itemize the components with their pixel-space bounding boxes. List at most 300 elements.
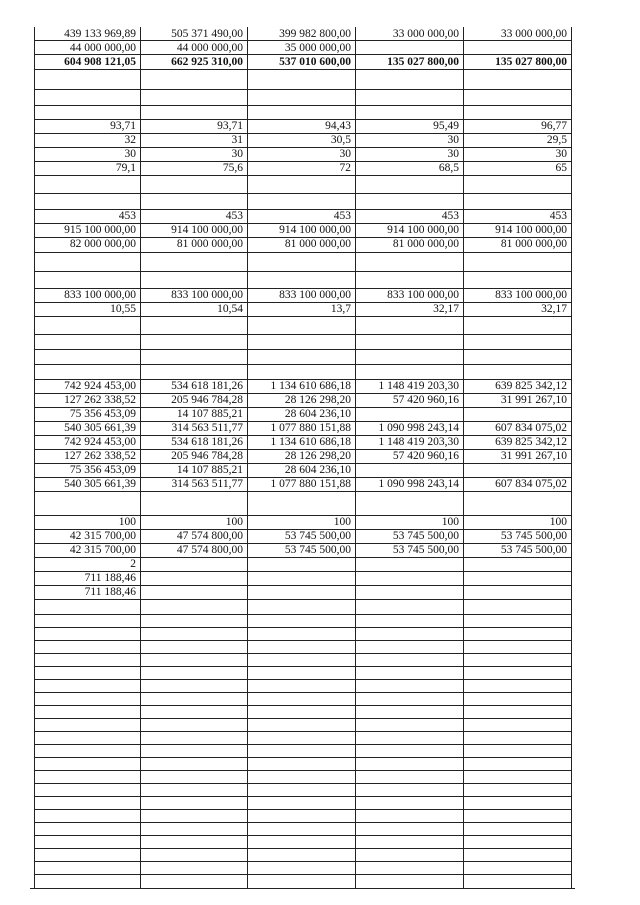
cell-value: 53 745 500,00: [284, 544, 351, 556]
table-cell: [464, 393, 572, 407]
table-cell: [141, 334, 248, 349]
table-cell: [464, 316, 572, 334]
table-cell: [141, 119, 248, 133]
table-cell: [248, 133, 356, 147]
table-cell: [356, 731, 464, 744]
table-cell: [464, 515, 572, 529]
table-cell: [141, 237, 248, 252]
table-cell: [141, 861, 248, 874]
table-cell: [34, 70, 141, 89]
table-cell: [34, 666, 141, 679]
table-cell: [356, 147, 464, 161]
table-cell: [34, 744, 141, 757]
table-cell: [141, 835, 248, 848]
cell-value: 30: [231, 148, 243, 160]
empty-table-row: [34, 848, 572, 862]
table-cell: [248, 515, 356, 529]
table-cell: [356, 223, 464, 237]
empty-table-row: [34, 679, 572, 693]
table-cell: [356, 822, 464, 835]
cell-value: 72: [339, 162, 351, 174]
cell-value: 31 991 267,10: [500, 394, 567, 406]
table-cell: [464, 744, 572, 757]
table-cell: [141, 288, 248, 302]
table-row: [34, 302, 572, 317]
cell-value: 81 000 000,00: [284, 238, 351, 250]
table-cell: [356, 133, 464, 147]
cell-value: 81 000 000,00: [500, 238, 567, 250]
table-cell: [141, 679, 248, 692]
cell-value: 1 148 419 203,30: [378, 436, 459, 448]
cell-value: 100: [118, 516, 136, 528]
table-cell: [248, 421, 356, 435]
table-cell: [356, 393, 464, 407]
table-cell: [356, 557, 464, 571]
table-cell: [248, 89, 356, 105]
table-row: [34, 393, 572, 408]
table-cell: [464, 477, 572, 491]
table-cell: [248, 744, 356, 757]
table-row: [34, 41, 572, 55]
table-cell: [356, 614, 464, 627]
table-cell: [248, 757, 356, 770]
table-cell: [356, 175, 464, 193]
table-cell: [248, 614, 356, 627]
cell-value: 93,71: [217, 120, 243, 132]
table-cell: [34, 237, 141, 252]
table-cell: [356, 237, 464, 252]
table-row: [34, 105, 572, 120]
table-cell: [141, 731, 248, 744]
table-cell: [356, 705, 464, 718]
table-cell: [248, 679, 356, 692]
cell-value: 314 563 511,77: [171, 422, 243, 434]
empty-table-row: [34, 718, 572, 732]
table-cell: [141, 105, 248, 119]
table-cell: [34, 55, 141, 69]
table-cell: [34, 133, 141, 147]
cell-value: 95,49: [433, 120, 459, 132]
table-cell: [248, 349, 356, 364]
table-cell: [356, 477, 464, 491]
cell-value: 32,17: [433, 303, 459, 315]
table-cell: [464, 705, 572, 718]
table-cell: [248, 718, 356, 731]
table-cell: [464, 349, 572, 364]
table-cell: [464, 435, 572, 449]
table-cell: [248, 874, 356, 888]
table-cell: [356, 796, 464, 809]
table-cell: [464, 27, 572, 40]
empty-table-row: [34, 783, 572, 797]
cell-value: 453: [441, 210, 459, 222]
table-cell: [464, 463, 572, 477]
cell-value: 127 262 338,52: [64, 394, 136, 406]
table-cell: [141, 718, 248, 731]
table-cell: [464, 271, 572, 288]
table-cell: [34, 571, 141, 585]
table-cell: [464, 223, 572, 237]
cell-value: 534 618 181,26: [171, 436, 243, 448]
cell-value: 44 000 000,00: [69, 42, 136, 54]
empty-table-row: [34, 653, 572, 667]
table-cell: [356, 271, 464, 288]
table-cell: [356, 666, 464, 679]
table-cell: [141, 543, 248, 557]
table-cell: [356, 861, 464, 874]
table-cell: [248, 529, 356, 543]
cell-value: 42 315 700,00: [69, 530, 136, 542]
cell-value: 28 604 236,10: [284, 408, 351, 420]
cell-value: 607 834 075,02: [495, 422, 567, 434]
cell-value: 100: [333, 516, 351, 528]
table-cell: [248, 571, 356, 585]
table-cell: [356, 640, 464, 653]
cell-value: 833 100 000,00: [171, 289, 243, 301]
cell-value: 14 107 885,21: [176, 408, 243, 420]
table-cell: [141, 571, 248, 585]
cell-value: 604 908 121,05: [64, 56, 136, 68]
table-cell: [34, 89, 141, 105]
cell-value: 453: [225, 210, 243, 222]
table-cell: [356, 543, 464, 557]
table-cell: [141, 364, 248, 379]
table-cell: [34, 718, 141, 731]
table-cell: [248, 193, 356, 209]
table-cell: [141, 770, 248, 783]
table-cell: [464, 718, 572, 731]
table-cell: [34, 463, 141, 477]
table-cell: [34, 585, 141, 599]
table-cell: [34, 796, 141, 809]
table-cell: [356, 585, 464, 599]
cell-value: 68,5: [438, 162, 459, 174]
table-cell: [464, 302, 572, 316]
table-cell: [464, 89, 572, 105]
table-cell: [248, 237, 356, 252]
table-cell: [248, 783, 356, 796]
table-cell: [141, 705, 248, 718]
table-cell: [34, 809, 141, 822]
table-cell: [356, 288, 464, 302]
table-cell: [248, 27, 356, 40]
table-cell: [356, 364, 464, 379]
table-cell: [141, 89, 248, 105]
cell-value: 135 027 800,00: [495, 56, 567, 68]
empty-table-row: [34, 796, 572, 810]
table-row: [34, 585, 572, 600]
cell-value: 607 834 075,02: [495, 478, 567, 490]
table-cell: [141, 407, 248, 421]
table-cell: [248, 209, 356, 223]
table-row: [34, 463, 572, 478]
table-cell: [248, 692, 356, 705]
cell-value: 81 000 000,00: [176, 238, 243, 250]
cell-value: 53 745 500,00: [392, 544, 459, 556]
cell-value: 29,5: [546, 134, 567, 146]
table-cell: [34, 252, 141, 271]
table-cell: [34, 421, 141, 435]
table-cell: [141, 316, 248, 334]
table-cell: [464, 585, 572, 599]
cell-value: 30: [339, 148, 351, 160]
table-cell: [248, 407, 356, 421]
table-cell: [356, 302, 464, 316]
table-cell: [141, 435, 248, 449]
cell-value: 127 262 338,52: [64, 450, 136, 462]
table-cell: [141, 666, 248, 679]
table-row: [34, 133, 572, 148]
table-cell: [248, 147, 356, 161]
table-cell: [34, 783, 141, 796]
table-row: [34, 379, 572, 394]
table-cell: [34, 861, 141, 874]
table-cell: [464, 757, 572, 770]
cell-value: 135 027 800,00: [387, 56, 459, 68]
table-cell: [356, 718, 464, 731]
cell-value: 1 090 998 243,14: [378, 422, 459, 434]
cell-value: 505 371 490,00: [171, 28, 243, 40]
table-cell: [141, 147, 248, 161]
cell-value: 100: [549, 516, 567, 528]
cell-value: 1 077 880 151,88: [270, 422, 351, 434]
empty-table-row: [34, 627, 572, 641]
cell-value: 30: [555, 148, 567, 160]
cell-value: 75 356 453,09: [69, 408, 136, 420]
table-cell: [356, 770, 464, 783]
table-cell: [34, 848, 141, 861]
table-cell: [141, 744, 248, 757]
table-cell: [34, 731, 141, 744]
cell-value: 30: [124, 148, 136, 160]
table-cell: [34, 223, 141, 237]
cell-value: 30: [447, 148, 459, 160]
table-cell: [356, 379, 464, 393]
table-cell: [248, 640, 356, 653]
table-cell: [248, 119, 356, 133]
table-cell: [141, 640, 248, 653]
table-cell: [356, 105, 464, 119]
table-cell: [464, 288, 572, 302]
table-cell: [248, 491, 356, 515]
table-cell: [356, 435, 464, 449]
table-cell: [34, 529, 141, 543]
cell-value: 57 420 960,16: [392, 394, 459, 406]
table-cell: [248, 477, 356, 491]
table-cell: [141, 757, 248, 770]
table-cell: [141, 463, 248, 477]
table-row: [34, 316, 572, 335]
cell-value: 540 305 661,39: [64, 422, 136, 434]
table-cell: [356, 491, 464, 515]
table-cell: [141, 393, 248, 407]
table-cell: [464, 193, 572, 209]
table-cell: [464, 770, 572, 783]
table-cell: [248, 731, 356, 744]
table-cell: [356, 515, 464, 529]
table-cell: [464, 70, 572, 89]
table-cell: [464, 449, 572, 463]
table-cell: [34, 407, 141, 421]
table-cell: [464, 557, 572, 571]
table-cell: [141, 491, 248, 515]
table-cell: [34, 316, 141, 334]
table-cell: [356, 783, 464, 796]
table-row: [34, 288, 572, 303]
table-cell: [141, 627, 248, 640]
table-cell: [356, 161, 464, 175]
table-row: [34, 175, 572, 194]
cell-value: 1 090 998 243,14: [378, 478, 459, 490]
table-row: [34, 515, 572, 530]
cell-value: 1 134 610 686,18: [270, 436, 351, 448]
cell-value: 94,43: [325, 120, 351, 132]
table-cell: [464, 119, 572, 133]
table-cell: [356, 55, 464, 69]
table-cell: [34, 435, 141, 449]
table-cell: [464, 237, 572, 252]
table-cell: [141, 252, 248, 271]
table-cell: [34, 288, 141, 302]
table-cell: [356, 627, 464, 640]
cell-value: 439 133 969,89: [64, 28, 136, 40]
cell-value: 31: [231, 134, 243, 146]
cell-value: 205 946 784,28: [171, 394, 243, 406]
empty-table-row: [34, 861, 572, 875]
cell-value: 453: [333, 210, 351, 222]
empty-table-row: [34, 874, 572, 889]
table-cell: [141, 529, 248, 543]
table-cell: [248, 379, 356, 393]
table-cell: [356, 349, 464, 364]
table-cell: [464, 175, 572, 193]
empty-table-row: [34, 822, 572, 836]
table-cell: [34, 599, 141, 614]
table-cell: [248, 666, 356, 679]
table-cell: [464, 809, 572, 822]
table-row: [34, 529, 572, 544]
cell-value: 28 126 298,20: [284, 394, 351, 406]
cell-value: 639 825 342,12: [495, 436, 567, 448]
table-cell: [464, 407, 572, 421]
table-cell: [34, 692, 141, 705]
cell-value: 13,7: [330, 303, 351, 315]
table-cell: [464, 653, 572, 666]
empty-table-row: [34, 770, 572, 784]
table-cell: [464, 627, 572, 640]
table-cell: [34, 640, 141, 653]
table-cell: [34, 379, 141, 393]
table-cell: [34, 835, 141, 848]
cell-value: 53 745 500,00: [284, 530, 351, 542]
table-cell: [248, 848, 356, 861]
table-cell: [464, 421, 572, 435]
table-cell: [248, 41, 356, 54]
table-cell: [141, 614, 248, 627]
cell-value: 28 126 298,20: [284, 450, 351, 462]
table-row: [34, 557, 572, 572]
table-cell: [141, 302, 248, 316]
table-cell: [141, 515, 248, 529]
empty-table-row: [34, 666, 572, 680]
table-cell: [34, 41, 141, 54]
table-cell: [34, 105, 141, 119]
table-cell: [464, 835, 572, 848]
table-cell: [464, 147, 572, 161]
table-cell: [34, 364, 141, 379]
table-cell: [356, 334, 464, 349]
table-row: [34, 334, 572, 350]
table-cell: [356, 692, 464, 705]
table-cell: [34, 271, 141, 288]
cell-value: 100: [441, 516, 459, 528]
table-cell: [356, 835, 464, 848]
table-cell: [34, 653, 141, 666]
table-cell: [356, 757, 464, 770]
cell-value: 93,71: [110, 120, 136, 132]
table-cell: [356, 809, 464, 822]
table-cell: [464, 731, 572, 744]
table-cell: [141, 599, 248, 614]
table-cell: [464, 364, 572, 379]
table-cell: [356, 70, 464, 89]
cell-value: 1 134 610 686,18: [270, 380, 351, 392]
table-row: [34, 271, 572, 289]
table-cell: [464, 874, 572, 888]
table-cell: [141, 848, 248, 861]
table-cell: [141, 161, 248, 175]
cell-value: 914 100 000,00: [279, 224, 351, 236]
table-cell: [34, 822, 141, 835]
table-cell: [34, 515, 141, 529]
cell-value: 75,6: [222, 162, 243, 174]
table-cell: [464, 529, 572, 543]
table-row: [34, 55, 572, 70]
table-cell: [464, 161, 572, 175]
table-cell: [356, 119, 464, 133]
table-cell: [141, 55, 248, 69]
table-cell: [356, 89, 464, 105]
table-cell: [464, 783, 572, 796]
table-cell: [141, 809, 248, 822]
table-cell: [356, 27, 464, 40]
table-cell: [356, 252, 464, 271]
cell-value: 833 100 000,00: [64, 289, 136, 301]
table-cell: [34, 393, 141, 407]
table-cell: [356, 599, 464, 614]
cell-value: 53 745 500,00: [500, 544, 567, 556]
cell-value: 47 574 800,00: [176, 530, 243, 542]
table-row: [34, 223, 572, 238]
table-cell: [464, 491, 572, 515]
table-row: [34, 252, 572, 272]
empty-table-row: [34, 835, 572, 849]
table-cell: [248, 55, 356, 69]
empty-table-row: [34, 692, 572, 706]
table-row: [34, 237, 572, 253]
table-cell: [464, 209, 572, 223]
table-cell: [248, 161, 356, 175]
empty-table-row: [34, 640, 572, 654]
table-cell: [141, 41, 248, 54]
table-cell: [141, 133, 248, 147]
table-cell: [141, 692, 248, 705]
table-cell: [141, 557, 248, 571]
table-row: [34, 349, 572, 365]
table-row: [34, 89, 572, 106]
cell-value: 53 745 500,00: [500, 530, 567, 542]
table-cell: [356, 449, 464, 463]
